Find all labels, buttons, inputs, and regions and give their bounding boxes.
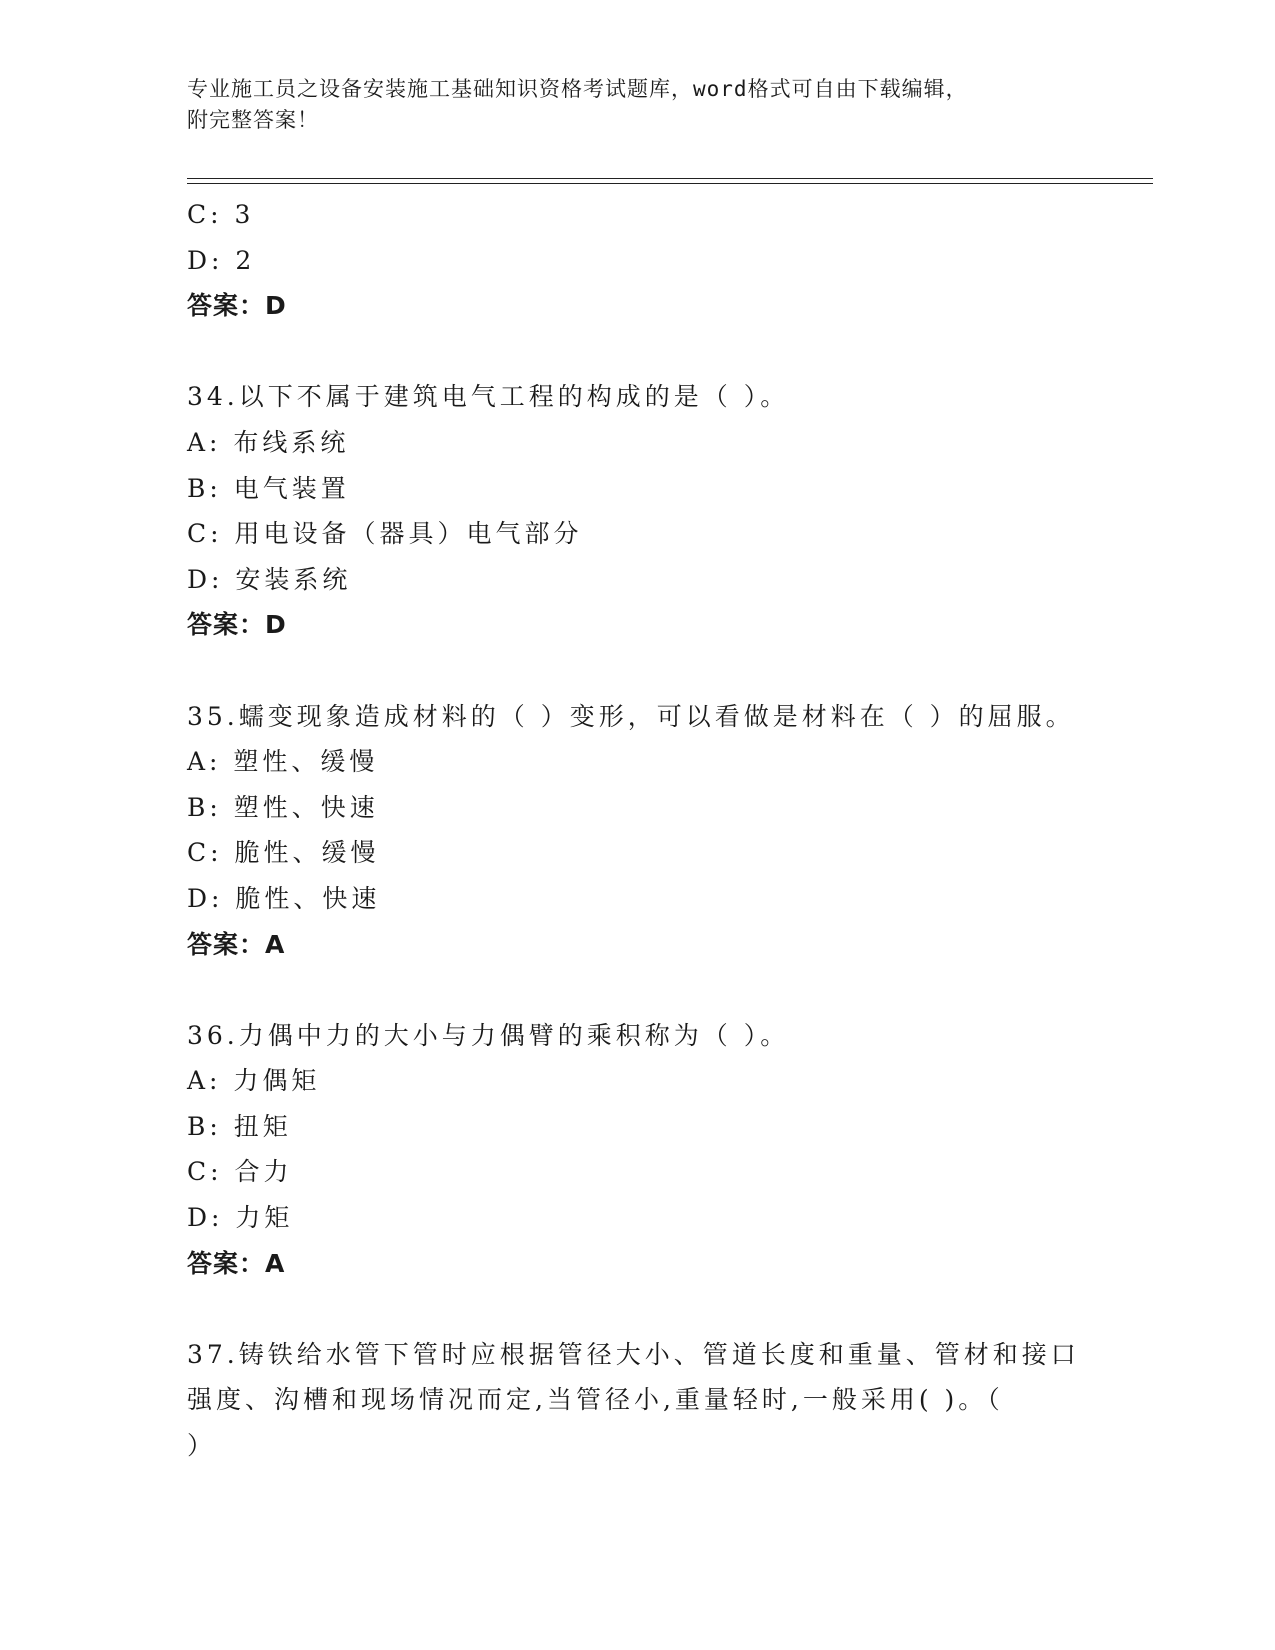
question-36 [187, 1013, 1087, 1287]
option-b: B: 扭矩 [187, 1111, 292, 1141]
answer-line: 答案：A [187, 929, 286, 959]
question-34 [187, 374, 1087, 648]
spacer [187, 967, 1087, 1013]
header-line-1: 专业施工员之设备安装施工基础知识资格考试题库，word格式可自由下载编辑， [187, 77, 968, 101]
question-stem-line-1: 37.铸铁给水管下管时应根据管径大小、管道长度和重量、管材和接口 [187, 1339, 1080, 1369]
document-header [187, 74, 1087, 136]
question-stem: 36.力偶中力的大小与力偶臂的乘积称为（ ）。 [187, 1020, 790, 1050]
question-stem: 35.蠕变现象造成材料的（ ）变形，可以看做是材料在（ ）的屈服。 [187, 701, 1075, 731]
question-stem: 34.以下不属于建筑电气工程的构成的是（ ）。 [187, 382, 790, 412]
spacer [187, 1286, 1087, 1332]
question-stem-line-2: 强度、沟槽和现场情况而定,当管径小,重量轻时,一般采用( )。（ [187, 1385, 1004, 1415]
option-c: C: 合力 [187, 1157, 293, 1187]
option-c: C: 3 [187, 200, 255, 229]
option-d: D: 2 [187, 245, 256, 275]
answer-line: 答案：D [187, 610, 287, 640]
answer-line: 答案：A [187, 1248, 286, 1278]
question-37 [187, 1332, 1087, 1469]
header-line-2: 附完整答案！ [187, 108, 319, 132]
question-stem-line-3: ） [187, 1431, 217, 1461]
answer-line: 答案：D [187, 291, 287, 321]
option-b: B: 电气装置 [187, 473, 350, 503]
option-d: D: 安装系统 [187, 564, 352, 594]
option-b: B: 塑性、快速 [187, 792, 379, 822]
spacer [187, 648, 1087, 694]
header-divider-bottom [187, 183, 1153, 184]
option-c: C: 脆性、缓慢 [187, 838, 380, 868]
header-divider-top [187, 178, 1153, 179]
option-d: D: 力矩 [187, 1203, 294, 1233]
option-a: A: 塑性、缓慢 [187, 747, 379, 777]
option-a: A: 布线系统 [187, 427, 350, 457]
question-35 [187, 694, 1087, 968]
option-a: A: 力偶矩 [187, 1066, 321, 1096]
question-content [187, 192, 1087, 1469]
spacer [187, 329, 1087, 375]
option-c: C: 用电设备（器具）电气部分 [187, 519, 583, 549]
option-d: D: 脆性、快速 [187, 883, 381, 913]
